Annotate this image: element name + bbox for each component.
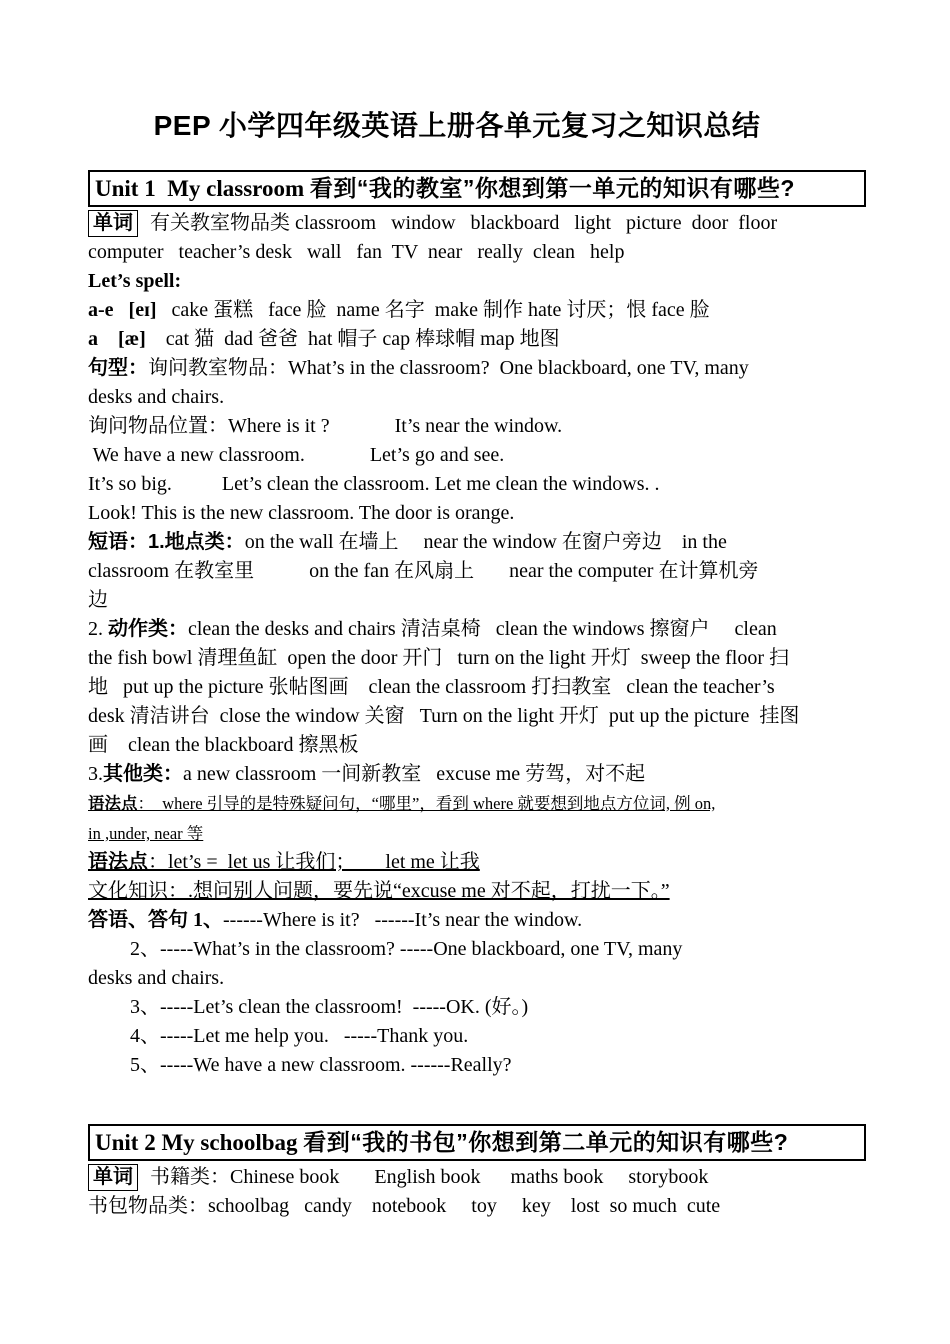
- text-run: 边: [88, 589, 108, 611]
- doc-body: [88, 170, 866, 1221]
- text-run: 4、-----Let me help you. -----Thank you.: [130, 1025, 469, 1047]
- text-run: 地 put up the picture 张帖图画 clean the classroom 打扫教室 clean the teacher’s: [88, 676, 775, 698]
- text-line: [88, 470, 866, 499]
- unit-section: [88, 170, 866, 1080]
- text-run: 语法点: [88, 795, 138, 813]
- text-line: [88, 1022, 866, 1051]
- text-run: Unit 2 My schoolbag: [95, 1130, 304, 1155]
- text-line: [88, 267, 866, 296]
- text-run: 其他类：: [103, 763, 183, 785]
- text-run: 看到“我的教室”你想到第一单元的知识有哪些?: [309, 175, 795, 201]
- text-run: 看到“我的书包”你想到第二单元的知识有哪些?: [303, 1129, 789, 1155]
- text-line: [88, 528, 866, 557]
- text-run: ：let’s = let us 让我们； let me 让我: [148, 851, 480, 873]
- text-run: a new classroom 一间新教室 excuse me 劳驾，对不起: [183, 763, 646, 785]
- text-line: [88, 906, 866, 935]
- text-run: 2.: [88, 618, 108, 640]
- text-run: 短语：1.地点类：: [88, 531, 245, 553]
- text-line: [88, 760, 866, 789]
- text-line: [88, 819, 866, 848]
- text-line: [88, 412, 866, 441]
- text-line: [88, 557, 866, 586]
- text-line: [88, 848, 866, 877]
- text-run: a-e [eɪ]: [88, 299, 157, 321]
- unit-header: [88, 170, 866, 207]
- text-run: Unit 1 My classroom: [95, 176, 310, 201]
- text-run: Let’s spell:: [88, 270, 182, 292]
- text-run: 2、-----What’s in the classroom? -----One blackboard, one TV, many: [130, 938, 683, 960]
- text-run: 询问教室物品：What’s in the classroom? One blackboard, one TV, many: [148, 357, 749, 379]
- text-line: [88, 935, 866, 964]
- text-run: on the wall 在墙上 near the window 在窗户旁边 in the: [244, 531, 727, 553]
- text-line: [88, 1051, 866, 1080]
- text-run: desk 清洁讲台 close the window 关窗 Turn on the light 开灯 put up the picture 挂图: [88, 705, 800, 727]
- text-run: 3、-----Let’s clean the classroom! -----OK. (好。): [130, 996, 529, 1018]
- text-run: in ,under, near 等: [88, 824, 204, 843]
- text-line: [88, 877, 866, 906]
- text-run: classroom 在教室里 on the fan 在风扇上 near the computer 在计算机旁: [88, 560, 759, 582]
- text-run: We have a new classroom. Let’s go and see.: [88, 444, 505, 466]
- text-run: 询问物品位置：Where is it ? It’s near the window.: [88, 415, 563, 437]
- text-run: Look! This is the new classroom. The door is orange.: [88, 502, 515, 524]
- text-line: [88, 644, 866, 673]
- text-run: 画 clean the blackboard 擦黑板: [88, 734, 359, 756]
- text-line: [88, 296, 866, 325]
- text-run: a [æ]: [88, 328, 146, 350]
- text-line: [88, 615, 866, 644]
- text-line: [88, 383, 866, 412]
- text-line: [88, 993, 866, 1022]
- text-line: [88, 441, 866, 470]
- text-run: 文化知识：.想问别人问题，要先说“excuse me 对不起，打扰一下。”: [88, 880, 670, 902]
- text-run: 有关教室物品类 classroom window blackboard light picture door floor: [140, 212, 778, 234]
- unit-header: [88, 1124, 866, 1161]
- text-run: clean the desks and chairs 清洁桌椅 clean the windows 擦窗户 clean: [188, 618, 777, 640]
- text-run: ------Where is it? ------It’s near the window.: [223, 909, 583, 931]
- text-run: 动作类：: [108, 618, 188, 640]
- text-line: [88, 1192, 866, 1221]
- text-run: the fish bowl 清理鱼缸 open the door 开门 turn on the light 开灯 sweep the floor 扫: [88, 647, 790, 669]
- text-line: [88, 789, 866, 819]
- text-run: 1、: [188, 909, 223, 931]
- text-run: 语法点: [88, 851, 148, 873]
- text-line: [88, 209, 866, 238]
- text-run: desks and chairs.: [88, 386, 225, 408]
- text-run: 书籍类：Chinese book English book maths book storybook: [140, 1166, 709, 1188]
- text-run: computer teacher’s desk wall fan TV near really clean help: [88, 241, 625, 263]
- text-run: 3.: [88, 763, 103, 785]
- text-line: [88, 1163, 866, 1192]
- text-line: [88, 702, 866, 731]
- text-line: [88, 673, 866, 702]
- text-run: 句型：: [88, 357, 148, 379]
- text-line: [88, 238, 866, 267]
- text-run: It’s so big. Let’s clean the classroom. Let me clean the windows. .: [88, 473, 660, 495]
- text-run: 书包物品类：schoolbag candy notebook toy key lost so much cute: [88, 1195, 721, 1217]
- page-title: PEP 小学四年级英语上册各单元复习之知识总结: [153, 110, 761, 141]
- boxed-label: 单词: [88, 1164, 138, 1191]
- text-run: cake 蛋糕 face 脸 name 名字 make 制作 hate 讨厌；恨 face 脸: [156, 299, 710, 321]
- text-run: ： where 引导的是特殊疑问句，“哪里”，看到 where 就要想到地点方位词, 例 on,: [137, 794, 716, 813]
- text-line: [88, 731, 866, 760]
- unit-section: [88, 1124, 866, 1221]
- text-line: [88, 499, 866, 528]
- text-line: [88, 325, 866, 354]
- text-line: [88, 354, 866, 383]
- text-line: [88, 964, 866, 993]
- text-run: desks and chairs.: [88, 967, 225, 989]
- text-run: cat 猫 dad 爸爸 hat 帽子 cap 棒球帽 map 地图: [145, 328, 560, 350]
- text-line: [88, 586, 866, 615]
- boxed-label: 单词: [88, 210, 138, 237]
- text-run: 5、-----We have a new classroom. ------Really?: [130, 1054, 512, 1076]
- text-run: 答语、答句: [88, 909, 188, 931]
